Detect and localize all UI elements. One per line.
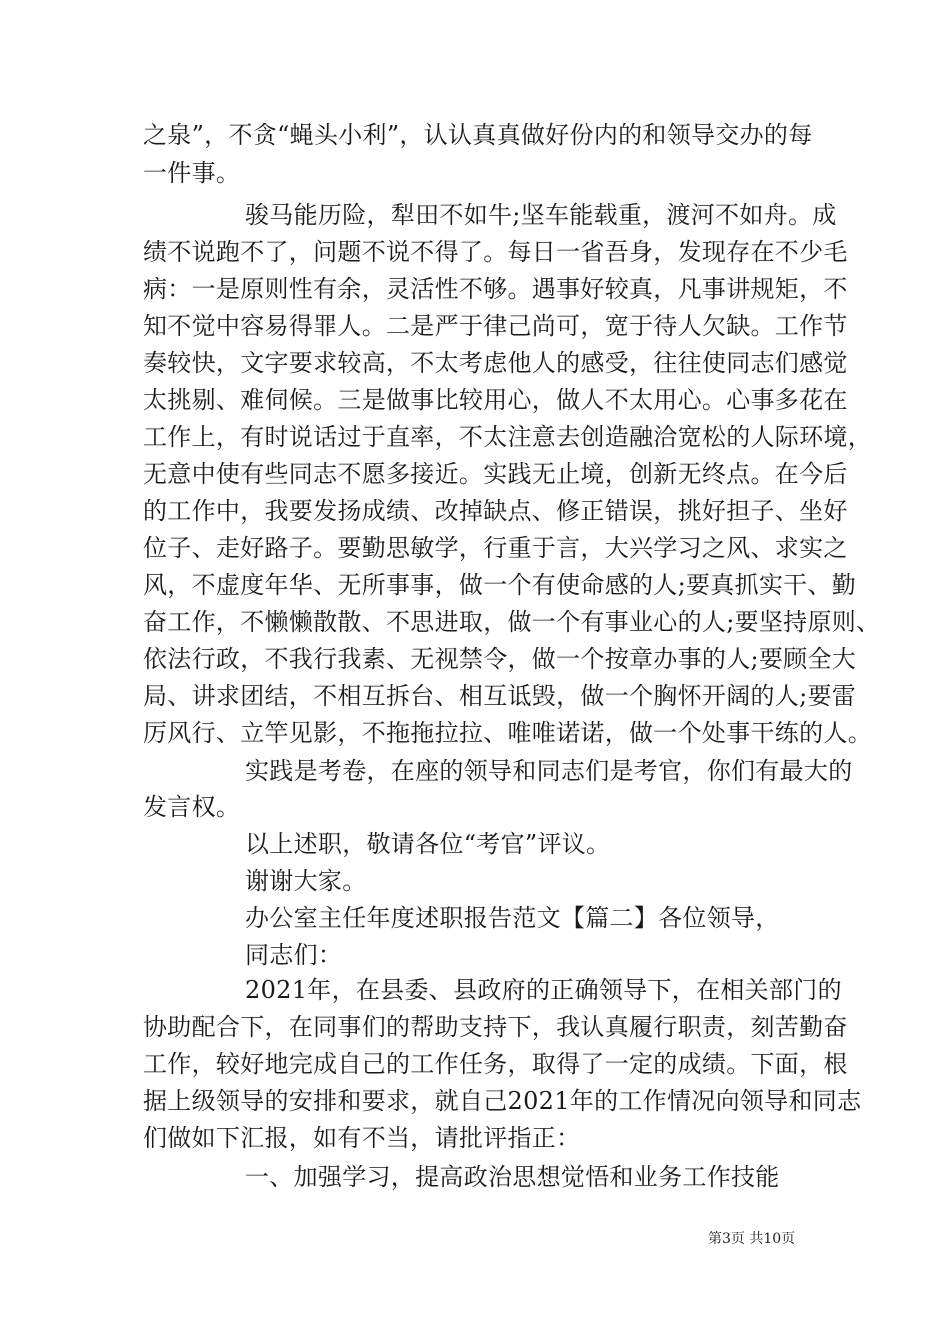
text-line: 绩不说跑不了，问题不说不得了。每日一省吾身，发现存在不少毛 xyxy=(143,238,848,266)
text-line: 依法行政，不我行我素、无视禁令，做一个按章办事的人;要顾全大 xyxy=(143,645,857,673)
text-line: 奏较快，文字要求较高，不太考虑他人的感受，往往使同志们感觉 xyxy=(143,349,848,377)
text-line: 工作上，有时说话过于直率，不太注意去创造融洽宽松的人际环境， xyxy=(143,423,872,451)
text-line: 一件事。 xyxy=(143,159,241,187)
section-heading: 一、加强学习，提高政治思想觉悟和业务工作技能 xyxy=(245,1163,780,1191)
text-line: 厉风行、立竿见影，不拖拖拉拉、唯唯诺诺，做一个处事干练的人。 xyxy=(143,719,872,747)
text-line: 位子、走好路子。要勤思敏学，行重于言，大兴学习之风、求实之 xyxy=(143,534,848,562)
text-line: 病：一是原则性有余，灵活性不够。遇事好较真，凡事讲规矩，不 xyxy=(143,275,848,303)
text-line: 同志们： xyxy=(245,941,343,969)
text-line: 太挑剔、难伺候。三是做事比较用心，做人不太用心。心事多花在 xyxy=(143,386,848,414)
text-line: 知不觉中容易得罪人。二是严于律己尚可，宽于待人欠缺。工作节 xyxy=(143,312,848,340)
text-line: 以上述职，敬请各位“考官”评议。 xyxy=(245,830,611,858)
text-line: 们做如下汇报，如有不当，请批评指正： xyxy=(143,1124,581,1152)
text-line: 协助配合下，在同事们的帮助支持下，我认真履行职责，刻苦勤奋 xyxy=(143,1013,848,1041)
text-line: 谢谢大家。 xyxy=(245,867,367,895)
text-line: 的工作中，我要发扬成绩、改掉缺点、修正错误，挑好担子、坐好 xyxy=(143,497,848,525)
page-number: 第3页 共10页 xyxy=(708,1231,796,1247)
text-line: 发言权。 xyxy=(143,793,241,821)
text-line: 2021年，在县委、县政府的正确领导下，在相关部门的 xyxy=(245,976,842,1004)
text-line: 实践是考卷，在座的领导和同志们是考官，你们有最大的 xyxy=(245,757,853,785)
text-line: 风，不虚度年华、无所事事，做一个有使命感的人;要真抓实干、勤 xyxy=(143,571,857,599)
text-line: 之泉”，不贪“蝇头小利”，认认真真做好份内的和领导交办的每 xyxy=(143,121,813,149)
text-line: 奋工作，不懒懒散散、不思进取，做一个有事业心的人;要坚持原则、 xyxy=(143,608,881,636)
text-line: 骏马能历险，犁田不如牛;坚车能载重，渡河不如舟。成 xyxy=(245,201,837,229)
text-line: 办公室主任年度述职报告范文【篇二】各位领导， xyxy=(245,904,780,932)
text-line: 据上级领导的安排和要求，就自己2021年的工作情况向领导和同志 xyxy=(143,1087,862,1115)
text-line: 无意中使有些同志不愿多接近。实践无止境，创新无终点。在今后 xyxy=(143,460,848,488)
text-line: 工作，较好地完成自己的工作任务，取得了一定的成绩。下面，根 xyxy=(143,1050,848,1078)
text-line: 局、讲求团结，不相互拆台、相互诋毁，做一个胸怀开阔的人;要雷 xyxy=(143,682,857,710)
